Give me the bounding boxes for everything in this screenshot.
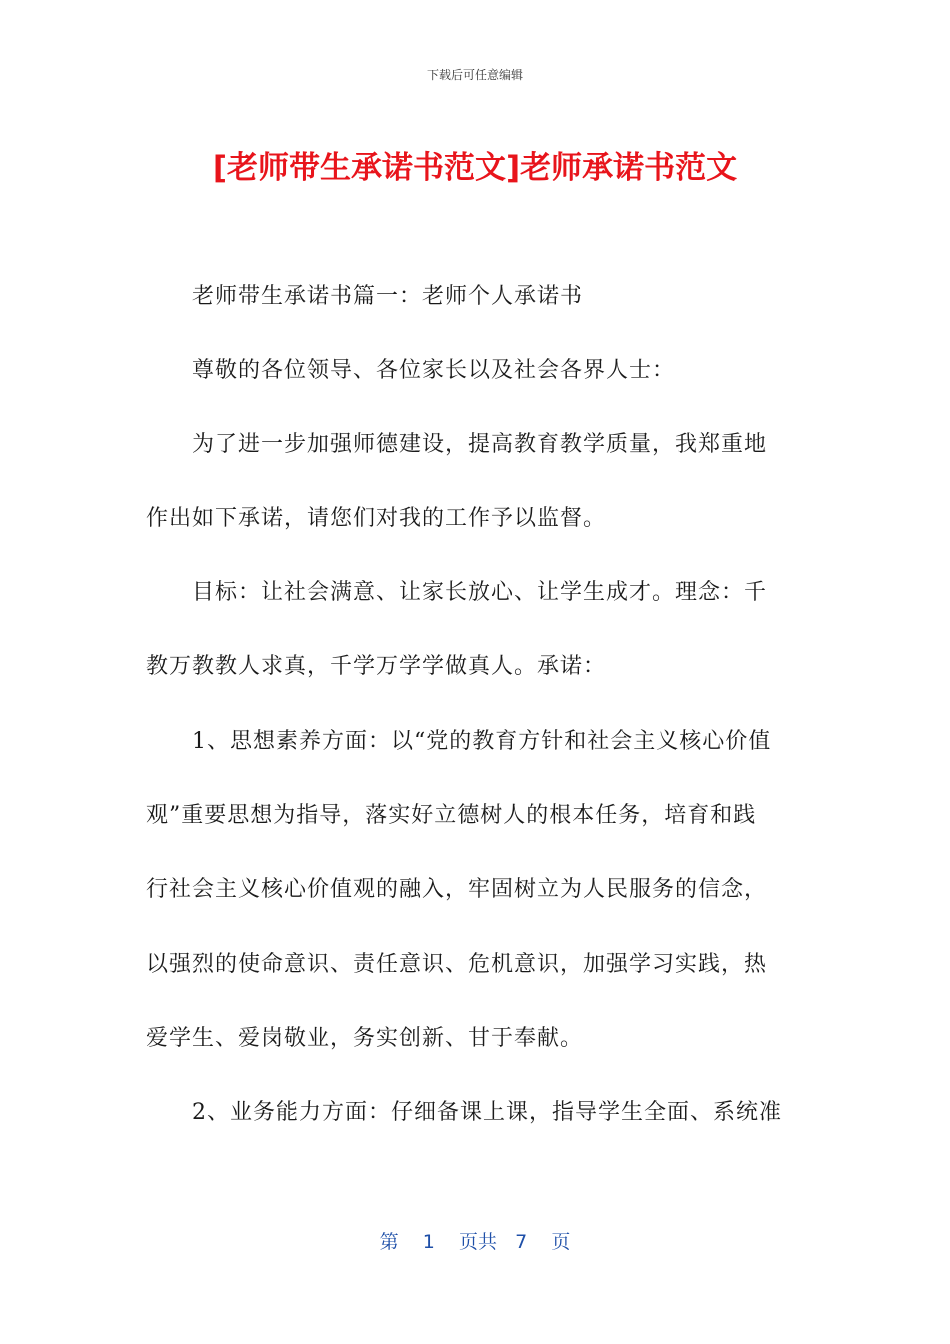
body-line: 教万教教人求真，千学万学学做真人。承诺：	[146, 654, 607, 679]
document-title: [老师带生承诺书范文]老师承诺书范文	[212, 150, 738, 186]
page-label-c: 页	[551, 1231, 571, 1253]
header-note: 下载后可任意编辑	[426, 68, 523, 82]
body-line: 目标：让社会满意、让家长放心、让学生成才。理念：千	[192, 580, 768, 605]
body-line: 尊敬的各位领导、各位家长以及社会各界人士：	[192, 358, 676, 383]
body-line: 作出如下承诺，请您们对我的工作予以监督。	[146, 506, 607, 531]
body-line: 为了进一步加强师德建设，提高教育教学质量，我郑重地	[192, 432, 768, 457]
page-label-b: 页共	[459, 1231, 498, 1253]
body-line: 老师带生承诺书篇一：老师个人承诺书	[192, 284, 584, 309]
body-line: 行社会主义核心价值观的融入，牢固树立为人民服务的信念，	[146, 877, 768, 902]
page-label-a: 第	[379, 1231, 399, 1253]
body-line: 以强烈的使命意识、责任意识、危机意识，加强学习实践，热	[146, 952, 768, 977]
page-footer	[0, 1227, 950, 1254]
page-total: 7	[515, 1231, 528, 1253]
body-line: 爱学生、爱岗敬业，务实创新、甘于奉献。	[146, 1026, 584, 1051]
body-line: 1、思想素养方面：以“党的教育方针和社会主义核心价值	[192, 729, 772, 754]
body-line: 观”重要思想为指导，落实好立德树人的根本任务，培育和践	[146, 803, 757, 828]
body-line: 2、业务能力方面：仔细备课上课，指导学生全面、系统准	[192, 1100, 782, 1125]
page-current: 1	[422, 1231, 435, 1253]
